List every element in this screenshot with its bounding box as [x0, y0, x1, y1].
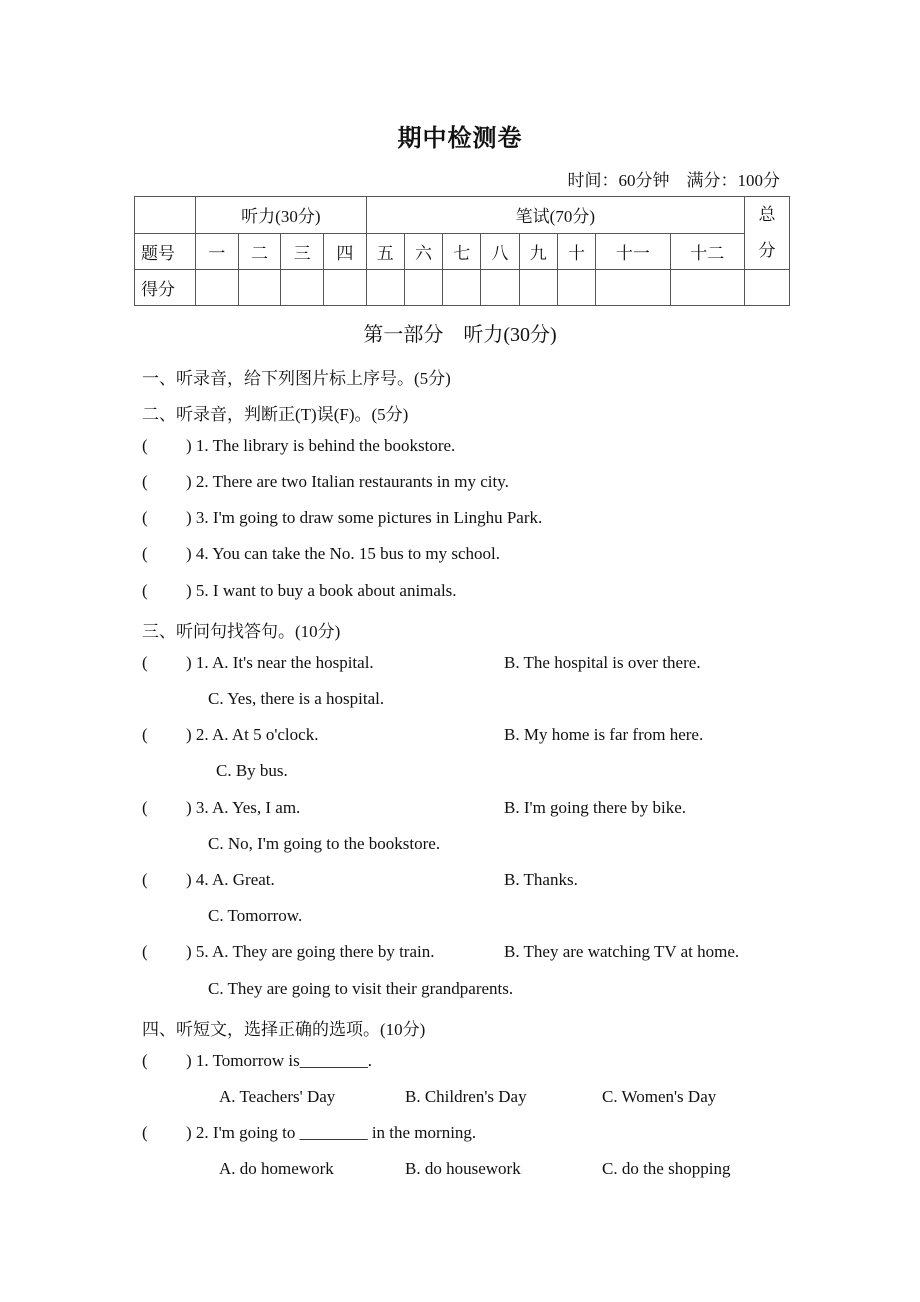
answer-blank[interactable]: ( — [142, 725, 148, 744]
q-number: 一 — [196, 233, 239, 270]
answer-blank[interactable]: ( — [142, 472, 148, 491]
section4-heading: 四、听短文，选择正确的选项。(10分) — [142, 1020, 426, 1039]
question-text: 2. I'm going to ________ in the morning. — [195, 1123, 477, 1142]
total-bottom: 分 — [758, 241, 776, 260]
answer-blank[interactable]: ( — [142, 1051, 148, 1070]
q-number: 五 — [366, 233, 404, 270]
row-number-label: 题号 — [135, 233, 196, 270]
tf-item-text: 2. There are two Italian restaurants in my city. — [195, 472, 509, 491]
writing-header: 笔试(70分) — [366, 197, 744, 234]
option-c: C. Women's Day — [602, 1087, 717, 1106]
option-a: 4. A. Great. — [195, 870, 275, 889]
qa-item: ( ) 2. A. At 5 o'clock. — [142, 725, 319, 744]
tf-item-text: 5. I want to buy a book about animals. — [195, 581, 457, 600]
option-c: C. They are going to visit their grandparents. — [208, 979, 514, 998]
score-cell[interactable] — [238, 270, 281, 306]
score-cell[interactable] — [323, 270, 366, 306]
q-number: 三 — [281, 233, 324, 270]
option-a: A. do homework — [219, 1159, 334, 1178]
option-c: C. By bus. — [216, 761, 288, 780]
total-score-cell[interactable] — [745, 270, 790, 306]
score-table — [134, 196, 790, 306]
option-c: C. Yes, there is a hospital. — [208, 689, 385, 708]
q-number: 四 — [323, 233, 366, 270]
section2-heading: 二、听录音，判断正(T)误(F)。(5分) — [142, 405, 409, 424]
option-c: C. Tomorrow. — [208, 906, 303, 925]
answer-blank[interactable]: ( — [142, 1123, 148, 1142]
score-cell[interactable] — [670, 270, 744, 306]
question-text: 1. Tomorrow is________. — [195, 1051, 372, 1070]
qa-item: ( ) 5. A. They are going there by train. — [142, 942, 435, 961]
mc-item: ( ) 1. Tomorrow is________. — [142, 1051, 372, 1070]
tf-item: ( ) 4. You can take the No. 15 bus to my school. — [142, 544, 501, 563]
part1-title: 第一部分 听力(30分) — [363, 324, 557, 346]
answer-blank[interactable]: ( — [142, 544, 148, 563]
q-number: 十一 — [596, 233, 670, 270]
tf-item-text: 3. I'm going to draw some pictures in Linghu Park. — [195, 508, 543, 527]
answer-blank[interactable]: ( — [142, 798, 148, 817]
score-cell[interactable] — [196, 270, 239, 306]
tf-item-text: 4. You can take the No. 15 bus to my school. — [195, 544, 501, 563]
score-cell[interactable] — [519, 270, 557, 306]
exam-time-score: 时间：60分钟 满分：100分 — [567, 171, 780, 190]
section3-heading: 三、听问句找答句。(10分) — [142, 622, 341, 641]
option-b: B. My home is far from here. — [504, 725, 704, 744]
tf-item: ( ) 5. I want to buy a book about animals. — [142, 581, 457, 600]
score-cell[interactable] — [481, 270, 519, 306]
option-a: 1. A. It's near the hospital. — [195, 653, 374, 672]
q-number: 八 — [481, 233, 519, 270]
q-number: 二 — [238, 233, 281, 270]
option-a: 5. A. They are going there by train. — [195, 942, 435, 961]
listening-header: 听力(30分) — [196, 197, 367, 234]
score-cell[interactable] — [366, 270, 404, 306]
exam-title: 期中检测卷 — [397, 126, 523, 152]
option-b: B. The hospital is over there. — [504, 653, 701, 672]
option-b: B. I'm going there by bike. — [504, 798, 687, 817]
option-b: B. do housework — [405, 1159, 521, 1178]
answer-blank[interactable]: ( — [142, 942, 148, 961]
score-table-corner — [135, 197, 196, 234]
option-b: B. Thanks. — [504, 870, 578, 889]
option-a: 2. A. At 5 o'clock. — [195, 725, 319, 744]
q-number: 七 — [443, 233, 481, 270]
option-c: C. do the shopping — [602, 1159, 731, 1178]
tf-item: ( ) 3. I'm going to draw some pictures in Linghu Park. — [142, 508, 543, 527]
section1-heading: 一、听录音，给下列图片标上序号。(5分) — [142, 369, 451, 388]
score-cell[interactable] — [557, 270, 595, 306]
total-header — [745, 197, 790, 270]
tf-item: ( ) 2. There are two Italian restaurants in my city. — [142, 472, 509, 491]
q-number: 九 — [519, 233, 557, 270]
qa-item: ( ) 3. A. Yes, I am. — [142, 798, 301, 817]
score-cell[interactable] — [443, 270, 481, 306]
option-c: C. No, I'm going to the bookstore. — [208, 834, 441, 853]
score-cell[interactable] — [596, 270, 670, 306]
q-number: 十 — [557, 233, 595, 270]
option-b: B. They are watching TV at home. — [504, 942, 740, 961]
qa-item: ( ) 1. A. It's near the hospital. — [142, 653, 374, 672]
mc-item: ( ) 2. I'm going to ________ in the morning. — [142, 1123, 477, 1142]
answer-blank[interactable]: ( — [142, 508, 148, 527]
answer-blank[interactable]: ( — [142, 870, 148, 889]
answer-blank[interactable]: ( — [142, 436, 148, 455]
tf-item-text: 1. The library is behind the bookstore. — [195, 436, 456, 455]
row-score-label: 得分 — [135, 270, 196, 306]
qa-item: ( ) 4. A. Great. — [142, 870, 275, 889]
answer-blank[interactable]: ( — [142, 653, 148, 672]
total-top: 总 — [758, 205, 776, 224]
score-cell[interactable] — [404, 270, 442, 306]
tf-item: ( ) 1. The library is behind the bookstore. — [142, 436, 456, 455]
answer-blank[interactable]: ( — [142, 581, 148, 600]
score-cell[interactable] — [281, 270, 324, 306]
option-b: B. Children's Day — [405, 1087, 527, 1106]
q-number: 六 — [404, 233, 442, 270]
option-a: 3. A. Yes, I am. — [195, 798, 301, 817]
option-a: A. Teachers' Day — [219, 1087, 336, 1106]
q-number: 十二 — [670, 233, 744, 270]
